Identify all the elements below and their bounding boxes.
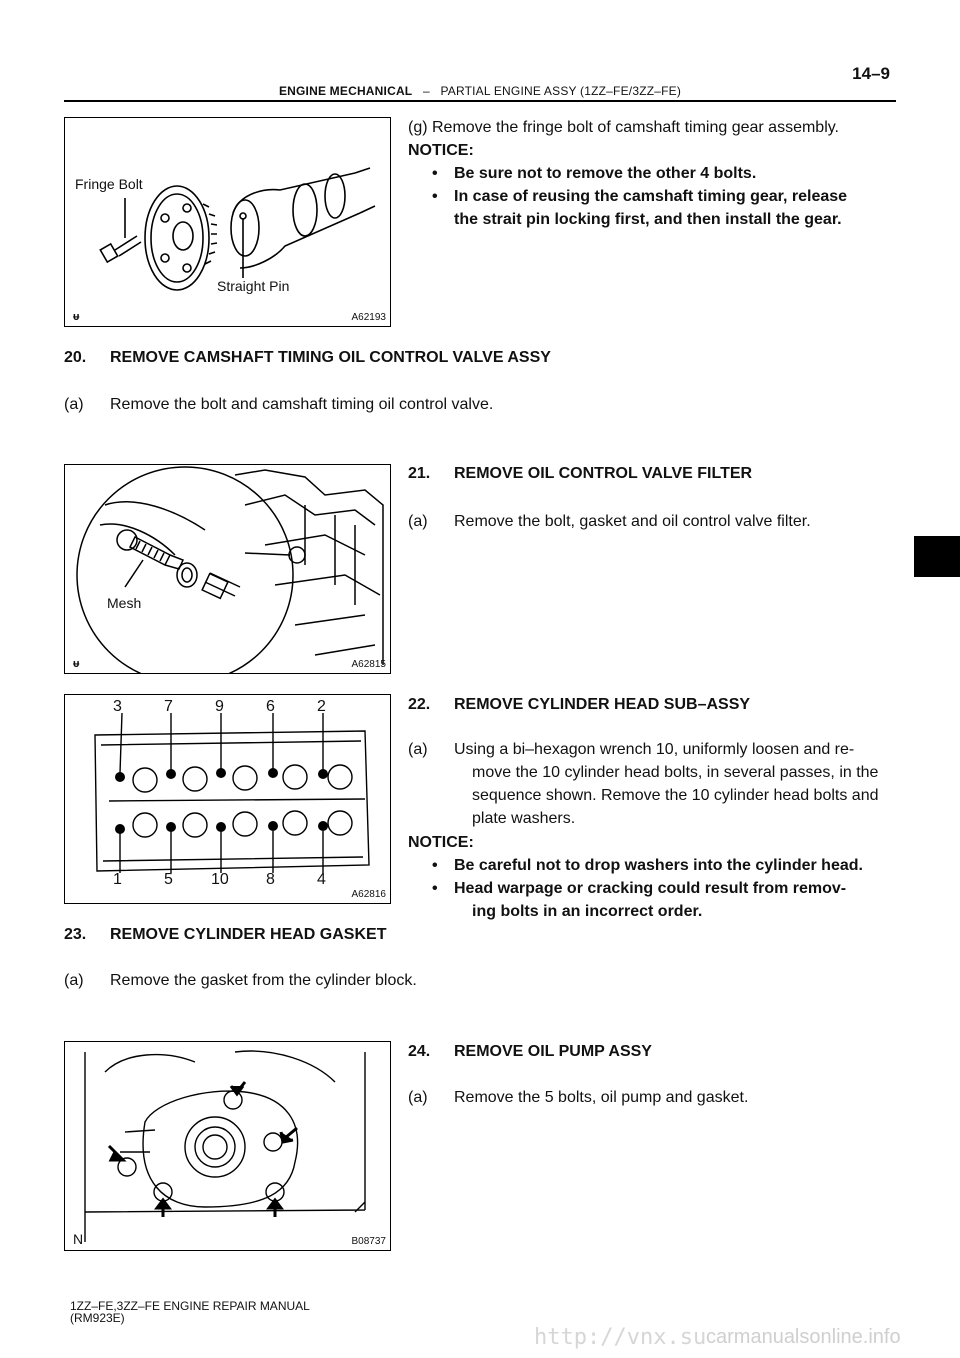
watermark-site: carmanualsonline.info xyxy=(706,1326,901,1348)
bolt-order-top: 3 xyxy=(113,698,122,715)
section-number: 20. xyxy=(64,349,87,366)
section-title: REMOVE CAMSHAFT TIMING OIL CONTROL VALVE ASSY xyxy=(110,349,551,366)
running-header xyxy=(0,84,960,98)
header-subsection: PARTIAL ENGINE ASSY (1ZZ–FE/3ZZ–FE) xyxy=(440,84,682,98)
section-number: 21. xyxy=(408,465,431,482)
bullet-icon: • xyxy=(432,165,438,182)
footer-manual-title: 1ZZ–FE,3ZZ–FE ENGINE REPAIR MANUAL xyxy=(70,1299,310,1313)
figure-head-bolt-sequence xyxy=(64,694,391,904)
label-straight-pin: Straight Pin xyxy=(217,278,290,294)
footer-manual-code: (RM923E) xyxy=(70,1311,125,1325)
section-title: REMOVE OIL CONTROL VALVE FILTER xyxy=(454,465,753,482)
header-rule xyxy=(64,100,896,102)
notice-item: In case of reusing the camshaft timing gear, release xyxy=(454,188,848,205)
notice-item-cont: the strait pin locking first, and then install the gear. xyxy=(454,211,842,228)
step-text: Remove the bolt and camshaft timing oil control valve. xyxy=(110,396,494,413)
figure-mark-icon: ᵾ xyxy=(73,311,80,323)
figure-code: A62193 xyxy=(351,312,386,323)
step-mark: (a) xyxy=(64,972,84,989)
step-mark: (a) xyxy=(408,513,428,530)
label-fringe-bolt: Fringe Bolt xyxy=(75,176,143,192)
footer xyxy=(70,1300,310,1324)
section-number: 22. xyxy=(408,696,431,713)
bullet-icon: • xyxy=(432,857,438,874)
label-mesh: Mesh xyxy=(107,595,142,611)
section-tab xyxy=(914,536,960,577)
figure-camshaft-gear xyxy=(64,117,391,327)
page-number: 14–9 xyxy=(852,64,890,83)
notice-label: NOTICE: xyxy=(408,142,474,159)
section-number: 24. xyxy=(408,1043,431,1060)
bolt-order-bottom: 8 xyxy=(266,871,275,888)
figure-code: A62815 xyxy=(351,659,386,670)
step-text-cont: move the 10 cylinder head bolts, in several passes, in the xyxy=(472,764,879,781)
section-title: REMOVE OIL PUMP ASSY xyxy=(454,1043,652,1060)
figure-code: A62816 xyxy=(351,889,386,900)
bolt-order-top: 9 xyxy=(215,698,224,715)
figure-oil-filter xyxy=(64,464,391,674)
section-number: 23. xyxy=(64,926,87,943)
bullet-icon: • xyxy=(432,880,438,897)
notice-item: Be sure not to remove the other 4 bolts. xyxy=(454,165,757,182)
camshaft-gear-drawing xyxy=(65,118,390,326)
bolt-order-top: 6 xyxy=(266,698,275,715)
bolt-order-bottom: 1 xyxy=(113,871,122,888)
figure-mark: N xyxy=(73,1231,84,1247)
step-text-cont: plate washers. xyxy=(472,810,576,827)
step-text: Remove the 5 bolts, oil pump and gasket. xyxy=(454,1089,749,1106)
bolt-order-top: 2 xyxy=(317,698,326,715)
bolt-order-top: 7 xyxy=(164,698,173,715)
header-separator: – xyxy=(422,84,430,98)
step-mark: (a) xyxy=(408,1089,428,1106)
step-mark: (a) xyxy=(408,741,428,758)
watermark-link[interactable]: http://vnx.su xyxy=(534,1325,707,1350)
section-title: REMOVE CYLINDER HEAD SUB–ASSY xyxy=(454,696,751,713)
bolt-order-bottom: 4 xyxy=(317,871,326,888)
figure-oil-pump xyxy=(64,1041,391,1251)
notice-item: Head warpage or cracking could result from remov- xyxy=(454,880,847,897)
notice-item: Be careful not to drop washers into the cylinder head. xyxy=(454,857,863,874)
header-section: ENGINE MECHANICAL xyxy=(278,84,413,98)
bolt-order-bottom: 5 xyxy=(164,871,173,888)
step-mark: (a) xyxy=(64,396,84,413)
step-text-cont: sequence shown. Remove the 10 cylinder head bolts and xyxy=(472,787,879,804)
section-title: REMOVE CYLINDER HEAD GASKET xyxy=(110,926,387,943)
notice-label: NOTICE: xyxy=(408,834,474,851)
step-text: Remove the gasket from the cylinder block. xyxy=(110,972,417,989)
bolt-order-bottom: 10 xyxy=(211,871,229,888)
step-text: Using a bi–hexagon wrench 10, uniformly loosen and re- xyxy=(454,741,855,758)
figure-mark-icon: ᵾ xyxy=(73,658,80,670)
oil-filter-drawing xyxy=(65,465,390,673)
oil-pump-drawing xyxy=(65,1042,390,1250)
notice-item-cont: ing bolts in an incorrect order. xyxy=(472,903,703,920)
figure-code: B08737 xyxy=(351,1236,386,1247)
bullet-icon: • xyxy=(432,188,438,205)
step-g-text: (g) Remove the fringe bolt of camshaft timing gear assembly. xyxy=(408,119,839,136)
step-text: Remove the bolt, gasket and oil control valve filter. xyxy=(454,513,811,530)
